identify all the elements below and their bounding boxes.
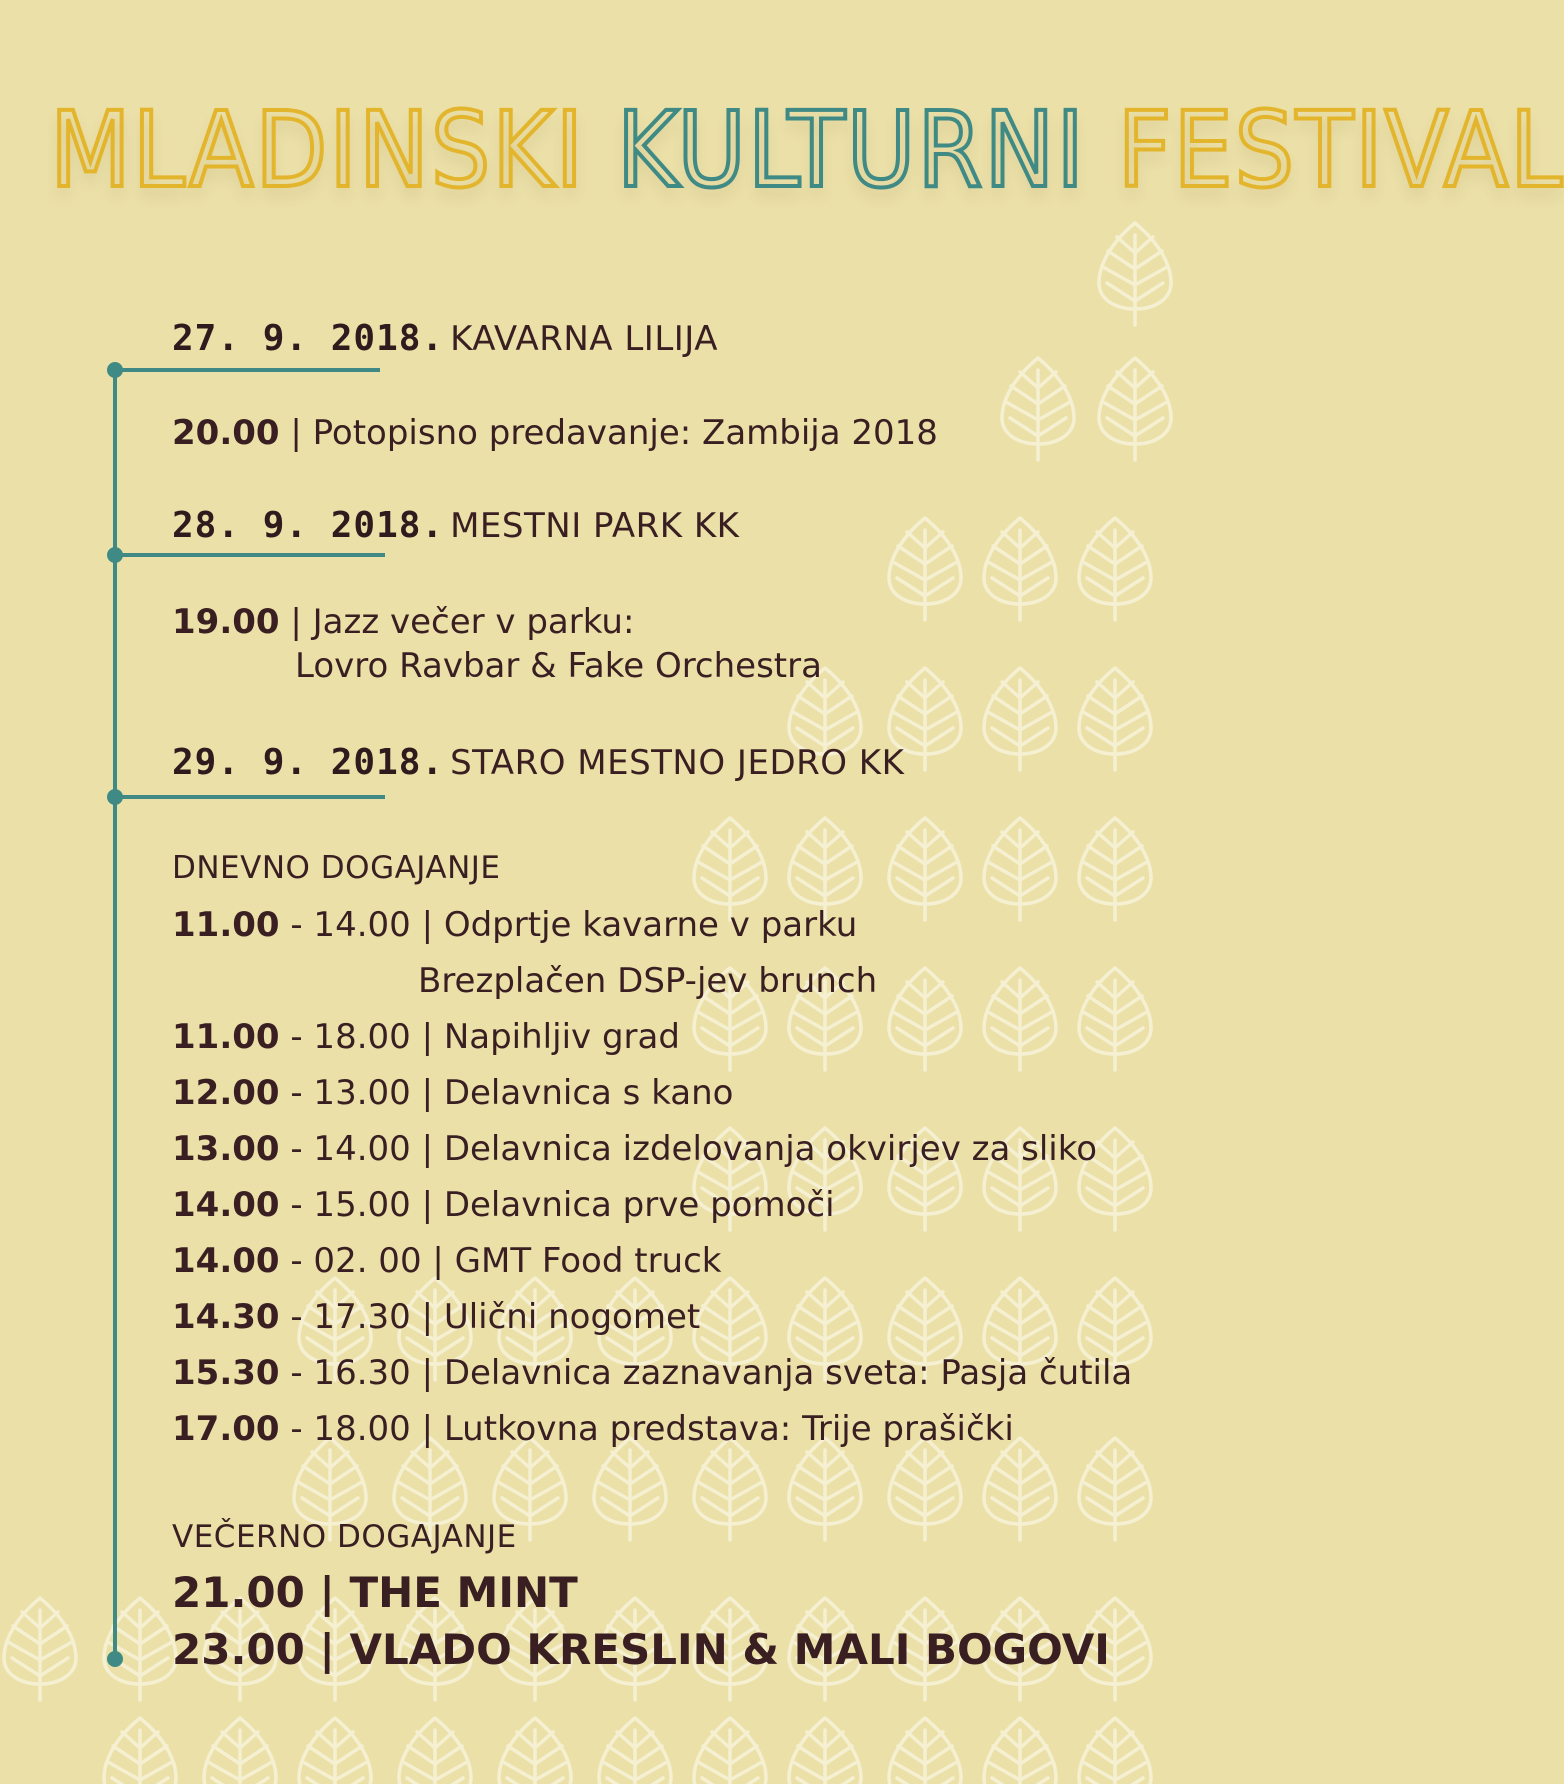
leaf-icon (984, 1718, 1056, 1784)
leaf-icon (789, 1438, 861, 1540)
schedule-row (172, 1241, 721, 1281)
leaf-icon (984, 1438, 1056, 1540)
event-start: 15.30 (172, 1353, 280, 1393)
evening-time: 23.00 (172, 1625, 305, 1674)
daytime-heading: DNEVNO DOGAJANJE (172, 850, 501, 886)
leaf-icon (594, 1438, 666, 1540)
title-word-festival: FESTIVAL (1117, 89, 1564, 211)
leaf-icon (1099, 223, 1171, 325)
day-venue: MESTNI PARK KK (450, 506, 740, 546)
event-row (172, 413, 938, 453)
event-title: | Jazz večer v parku: (290, 602, 635, 642)
day-heading-1 (172, 318, 718, 359)
event-rest: - 17.30 | Ulični nogomet (279, 1297, 701, 1337)
event-start: 11.00 (172, 905, 280, 945)
schedule-row (172, 1185, 835, 1225)
timeline-dot-end (107, 1651, 123, 1667)
event-time: 20.00 (172, 413, 280, 453)
event-time: 19.00 (172, 602, 280, 642)
day-date: 27. 9. 2018. (172, 318, 445, 359)
event-title: | Potopisno predavanje: Zambija 2018 (290, 413, 938, 453)
event-start: 13.00 (172, 1129, 280, 1169)
leaf-icon (984, 518, 1056, 620)
schedule-row (172, 905, 857, 945)
leaf-icon (1079, 518, 1151, 620)
leaf-icon (204, 1718, 276, 1784)
timeline-branch-day2 (115, 553, 385, 557)
leaf-icon (399, 1718, 471, 1784)
day-venue: KAVARNA LILIJA (450, 319, 718, 359)
timeline-branch-day3 (115, 795, 385, 799)
leaf-icon (1079, 818, 1151, 920)
evening-heading: VEČERNO DOGAJANJE (172, 1519, 517, 1555)
leaf-icon (4, 1598, 76, 1700)
event-rest: - 16.30 | Delavnica zaznavanja sveta: Pasja čutila (279, 1353, 1133, 1393)
leaf-icon (1079, 968, 1151, 1070)
timeline-line (113, 370, 117, 1660)
leaf-icon (889, 818, 961, 920)
leaf-icon (1079, 668, 1151, 770)
leaf-icon (599, 1718, 671, 1784)
schedule-row-continuation: Brezplačen DSP-jev brunch (418, 961, 878, 1001)
evening-row (172, 1568, 578, 1617)
day-venue: STARO MESTNO JEDRO KK (450, 743, 905, 783)
schedule-row (172, 1017, 680, 1057)
evening-act: | THE MINT (319, 1568, 578, 1617)
event-rest: - 02. 00 | GMT Food truck (279, 1241, 722, 1281)
event-rest: - 14.00 | Odprtje kavarne v parku (279, 905, 858, 945)
day-heading-2 (172, 505, 739, 546)
leaf-icon (984, 968, 1056, 1070)
leaf-icon (984, 818, 1056, 920)
festival-title (50, 85, 1564, 215)
leaf-icon (789, 1718, 861, 1784)
leaf-icon (499, 1718, 571, 1784)
leaf-icon (694, 1718, 766, 1784)
leaf-icon (889, 968, 961, 1070)
schedule-row (172, 1353, 1132, 1393)
event-start: 14.00 (172, 1185, 280, 1225)
leaf-icon (889, 518, 961, 620)
schedule-row (172, 1129, 1097, 1169)
leaf-icon (1002, 358, 1074, 460)
title-word-kulturni: KULTURNI (616, 89, 1086, 211)
schedule-row (172, 1297, 700, 1337)
event-rest: - 18.00 | Lutkovna predstava: Trije prašički (279, 1409, 1014, 1449)
evening-act: | VLADO KRESLIN & MALI BOGOVI (319, 1625, 1110, 1674)
event-start: 17.00 (172, 1409, 280, 1449)
schedule-row (172, 1409, 1014, 1449)
event-start: 14.00 (172, 1241, 280, 1281)
event-rest: - 18.00 | Napihljiv grad (279, 1017, 680, 1057)
event-start: 12.00 (172, 1073, 280, 1113)
event-title-line2: Lovro Ravbar & Fake Orchestra (295, 646, 822, 686)
event-rest: - 13.00 | Delavnica s kano (279, 1073, 734, 1113)
evening-row (172, 1625, 1110, 1674)
leaf-icon (1099, 358, 1171, 460)
leaf-icon (889, 1438, 961, 1540)
event-rest: - 14.00 | Delavnica izdelovanja okvirjev za sliko (279, 1129, 1098, 1169)
day-date: 29. 9. 2018. (172, 742, 445, 783)
event-start: 14.30 (172, 1297, 280, 1337)
leaf-icon (694, 1438, 766, 1540)
leaf-icon (889, 1718, 961, 1784)
day-date: 28. 9. 2018. (172, 505, 445, 546)
leaf-icon (299, 1718, 371, 1784)
event-rest: - 15.00 | Delavnica prve pomoči (279, 1185, 835, 1225)
event-row (172, 602, 634, 642)
leaf-icon (1079, 1438, 1151, 1540)
event-start: 11.00 (172, 1017, 280, 1057)
leaf-icon (104, 1718, 176, 1784)
evening-time: 21.00 (172, 1568, 305, 1617)
leaf-icon (984, 668, 1056, 770)
leaf-icon (1079, 1718, 1151, 1784)
schedule-row (172, 1073, 733, 1113)
day-heading-3 (172, 742, 904, 783)
timeline-branch-day1 (115, 368, 380, 372)
title-word-mladinski: MLADINSKI (50, 89, 586, 211)
